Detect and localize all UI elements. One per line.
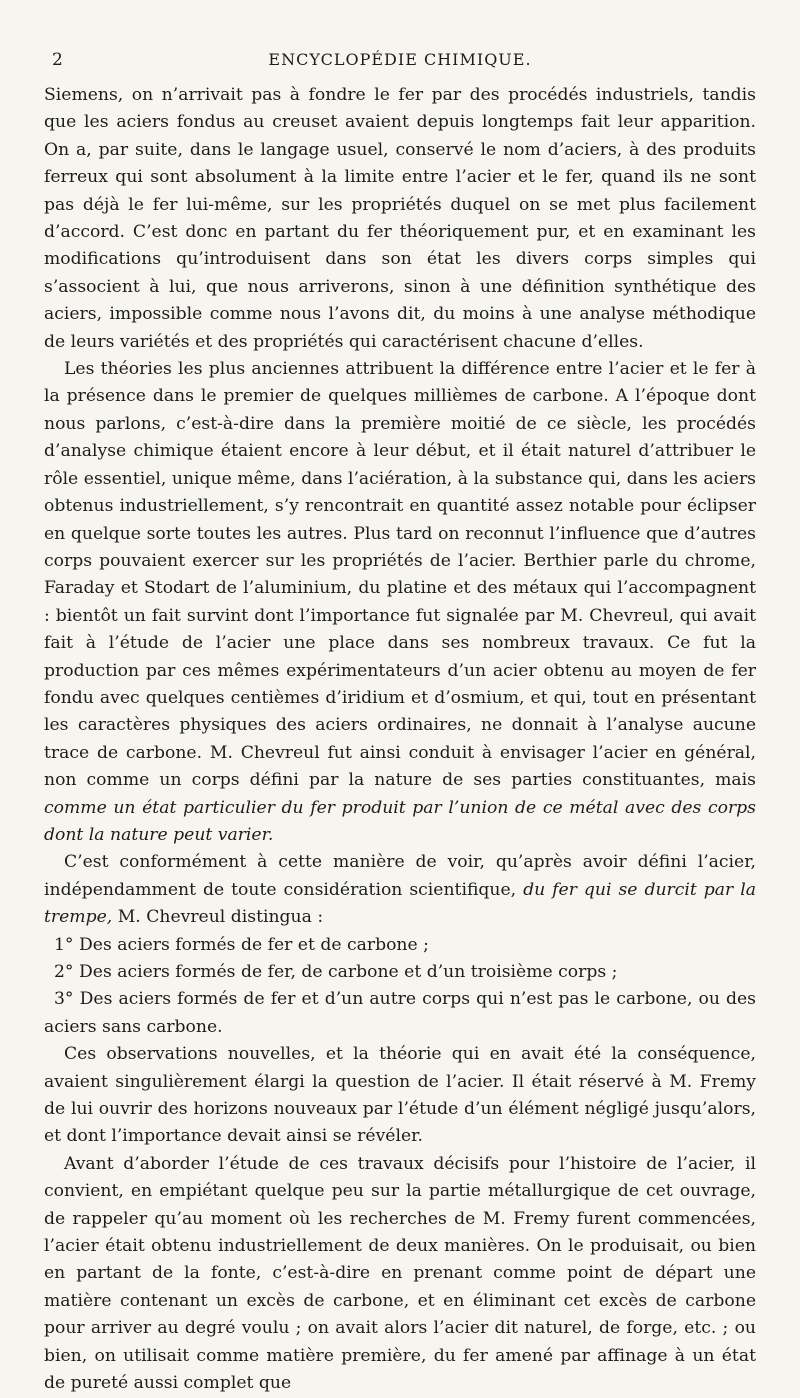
list-item-2: 2° Des aciers formés de fer, de carbone et d’un troisième corps ; (54, 962, 618, 982)
list-item-3: 3° Des aciers formés de fer et d’un autre corps qui n’est pas le carbone, ou des aciers sans carbone. (44, 989, 756, 1037)
paragraph-3-tail: M. Chevreul distingua : (117, 907, 324, 928)
paragraph-2-italic: comme un état particulier du fer produit par l’union de ce métal avec des corps dont la nature peut varier. (44, 797, 756, 845)
paragraph-4: Ces observations nouvelles, et la théorie qui en avait été la conséquence, avaient singulièrement élargi la question de l’acier. Il était réservé à M. Fremy de lui ouvrir des horizons nouveaux par l’étude d’un élément négligé jusqu’alors, et dont l’importance devait ainsi se révéler. (44, 1044, 756, 1147)
paragraph-5: Avant d’aborder l’étude de ces travaux décisifs pour l’histoire de l’acier, il convient, en empiétant quelque peu sur la partie métallurgique de cet ouvrage, de rappeler qu’au moment où les recherches de M. Fremy furent commencées, l’acier était obtenu industriellement de deux manières. On le produisait, ou bien en partant de la fonte, c’est-à-dire en prenant comme point de départ une matière contenant un excès de carbone, et en éliminant cet excès de carbone pour arriver au degré voulu ; on avait alors l’acier dit naturel, de forge, etc. ; ou bien, on utilisait comme matière première, du fer amené par affinage à un état de pureté aussi complet que (44, 1153, 756, 1394)
page-header (44, 44, 756, 82)
paragraph-2 (44, 356, 756, 849)
paragraph-1: Siemens, on n’arrivait pas à fondre le fer par des procédés industriels, tandis que les aciers fondus au creuset avaient depuis longtemps fait leur apparition. On a, par suite, dans le langage usuel, conservé le nom d’aciers, à des produits ferreux qui sont absolument à la limite entre l’acier et le fer, quand ils ne sont pas déjà le fer lui-même, sur les propriétés duquel on se met plus facilement d’accord. C’est donc en partant du fer théoriquement pur, et en examinant les modifications qu’introduisent dans son état les divers corps simples qui s’associent à lui, que nous arriverons, sinon à une définition synthétique des aciers, impossible comme nous l’avons dit, du moins à une analyse méthodique de leurs variétés et des propriétés qui caractérisent chacune d’elles. (44, 85, 756, 352)
body-text (44, 82, 756, 1398)
running-title: ENCYCLOPÉDIE CHIMIQUE. (268, 50, 532, 69)
paragraph-3-text: C’est conformément à cette manière de voir, qu’après avoir défini l’acier, indépendamment de toute considération scientifique, (44, 852, 756, 900)
list-item-1: 1° Des aciers formés de fer et de carbone ; (54, 934, 429, 955)
paragraph-2-text: Les théories les plus anciennes attribuent la différence entre l’acier et le fer à la présence dans le premier de quelques millièmes de carbone. A l’époque dont nous parlons, c’est-à-dire dans la première moitié de ce siècle, les procédés d’analyse chimique étaient encore à leur début, et il était naturel d’attribuer le rôle essentiel, unique même, dans l’aciération, à la substance qui, dans les aciers obtenus industriellement, s’y rencontrait en quantité assez notable pour éclipser en quelque sorte toutes les autres. Plus tard on reconnut l’influence que d’autres corps pouvaient exercer sur les propriétés de l’acier. Berthier parle du chrome, Faraday et Stodart de l’aluminium, du platine et des métaux qui l’accompagnent : bientôt un fait survint dont l’importance fut signalée par M. Chevreul, qui avait fait à l’étude de l’acier une place dans ses nombreux travaux. Ce fut la production par ces mêmes expérimentateurs d’un acier obtenu au moyen de fer fondu avec quelques centièmes d’iridium et d’osmium, et qui, tout en présentant les caractères physiques des aciers ordinaires, ne donnait à l’analyse aucune trace de carbone. M. Chevreul fut ainsi conduit à envisager l’acier en général, non comme un corps défini par la nature de ses parties constituantes, mais (44, 359, 756, 791)
paragraph-3-italic: du fer qui se durcit par la trempe, (44, 879, 756, 928)
paragraph-3 (44, 849, 756, 931)
page-number: 2 (52, 50, 64, 70)
